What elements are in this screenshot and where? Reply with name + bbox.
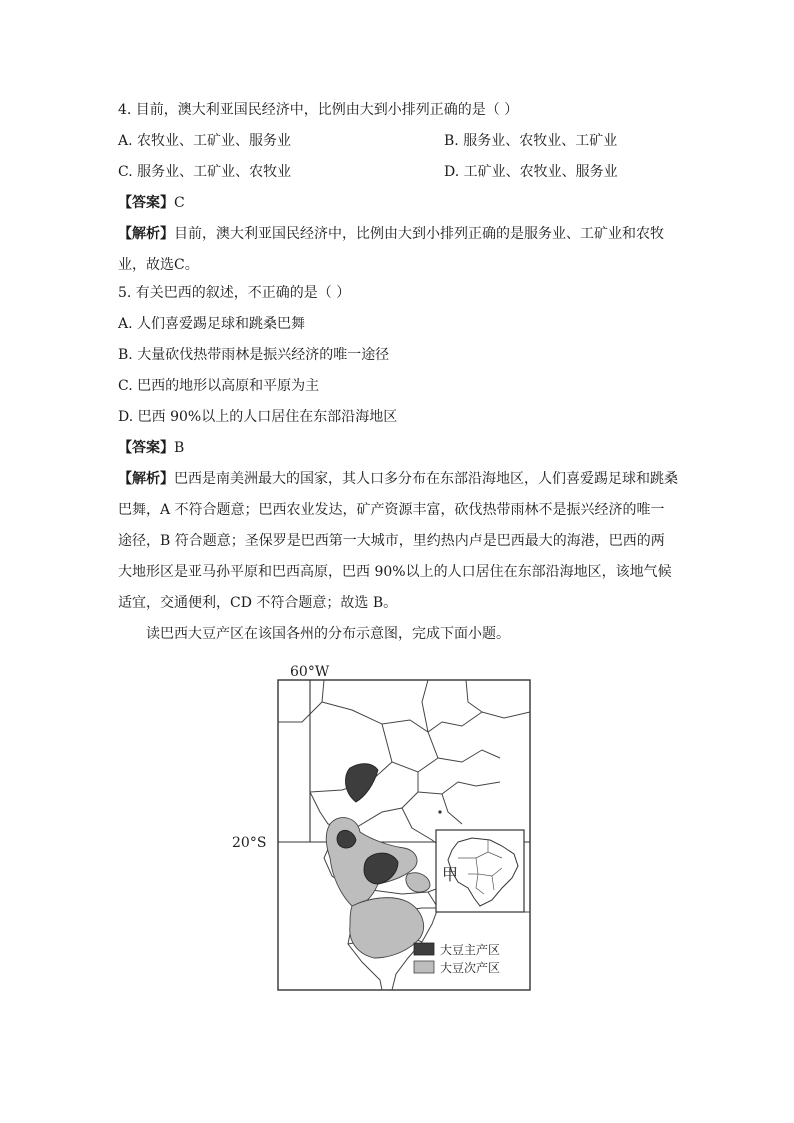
answer-tag: 【答案】 xyxy=(118,195,174,211)
city-dot xyxy=(438,810,441,813)
lat-label: 20°S xyxy=(232,835,267,851)
map-figure xyxy=(232,662,538,992)
question-4-analysis xyxy=(118,219,678,281)
question-5-option-d: D. 巴西 90%以上的人口居住在东部沿海地区 xyxy=(118,409,398,425)
answer-tag: 【答案】 xyxy=(118,440,174,456)
inset-label: 甲 xyxy=(442,865,459,884)
question-4-answer xyxy=(118,193,678,213)
question-4-option-b: B. 服务业、农牧业、工矿业 xyxy=(444,133,618,149)
inset-map xyxy=(436,830,524,912)
answer-value: C xyxy=(174,195,185,211)
question-4-options-row-1 xyxy=(118,131,678,151)
brazil-soybean-map xyxy=(232,662,538,992)
analysis-text: 目前，澳大利亚国民经济中，比例由大到小排列正确的是服务业、工矿业和农牧业，故选C。 xyxy=(118,226,664,273)
legend-secondary-label: 大豆次产区 xyxy=(440,961,501,975)
legend-secondary-swatch xyxy=(414,961,434,973)
question-4-option-a: A. 农牧业、工矿业、服务业 xyxy=(118,133,292,149)
analysis-tag: 【解析】 xyxy=(118,226,174,242)
legend-main-label: 大豆主产区 xyxy=(440,943,501,957)
analysis-tag: 【解析】 xyxy=(118,471,174,487)
legend-main-swatch xyxy=(414,943,434,955)
question-4-stem: 4. 目前，澳大利亚国民经济中，比例由大到小排列正确的是（ ） xyxy=(118,102,519,118)
question-5-option-b: B. 大量砍伐热带雨林是振兴经济的唯一途径 xyxy=(118,347,390,363)
question-5-option-c: C. 巴西的地形以高原和平原为主 xyxy=(118,378,320,394)
question-5-stem: 5. 有关巴西的叙述，不正确的是（ ） xyxy=(118,285,351,301)
question-4-option-c: C. 服务业、工矿业、农牧业 xyxy=(118,164,292,180)
document-body xyxy=(118,100,678,645)
question-5-analysis xyxy=(118,464,678,619)
map-question-intro: 读巴西大豆产区在该国各州的分布示意图，完成下面小题。 xyxy=(146,626,510,642)
analysis-text: 巴西是南美洲最大的国家，其人口多分布在东部沿海地区，人们喜爱踢足球和跳桑巴舞，A 不符合题意；巴西农业发达，矿产资源丰富，砍伐热带雨林不是振兴经济的唯一途径，B 符合题意；圣保罗是巴西第一大城市，里约热内卢是巴西最大的海港，巴西的两大地形区是亚马孙平原和巴西高原，巴西 90%以上的人口居住在东部沿海地区，该地气候适宜，交通便利，CD 不符合题意；故选 B。 xyxy=(118,471,678,611)
question-4-option-d: D. 工矿业、农牧业、服务业 xyxy=(444,164,618,180)
question-5-option-a: A. 人们喜爱踢足球和跳桑巴舞 xyxy=(118,316,306,332)
question-4-options-row-2 xyxy=(118,162,678,182)
question-5-answer xyxy=(118,438,678,458)
lon-label: 60°W xyxy=(290,664,330,680)
answer-value: B xyxy=(174,440,185,456)
